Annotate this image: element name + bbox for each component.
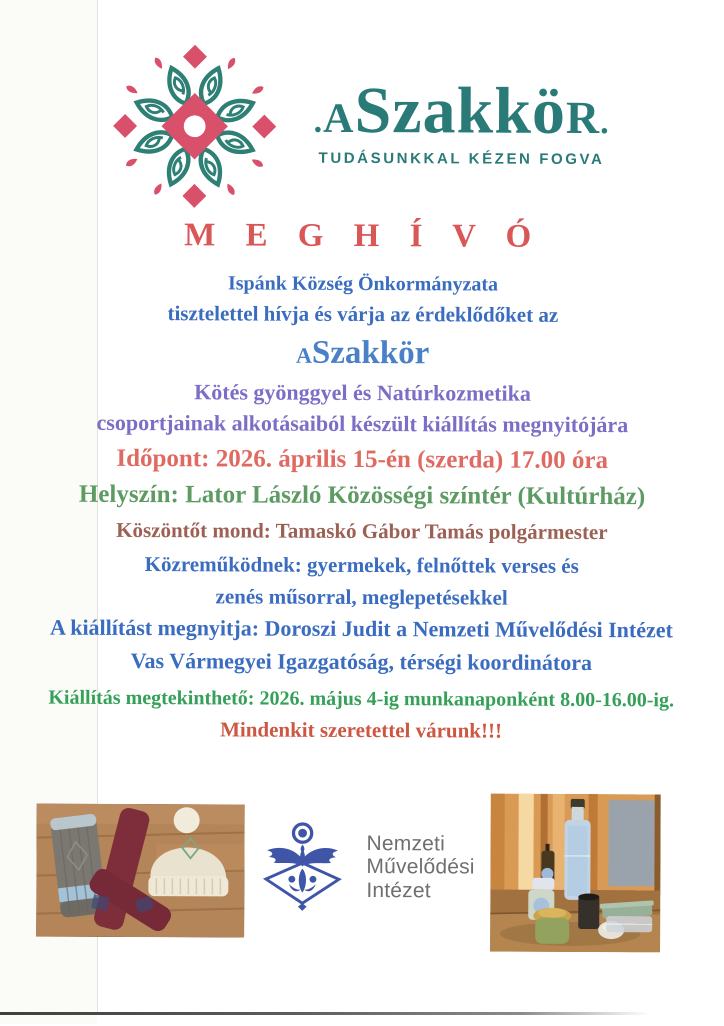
natural-cosmetics-photo bbox=[490, 794, 661, 953]
invite-line: tisztelettel hívja és várja az érdeklődőket az bbox=[1, 301, 724, 329]
szakkor-tagline: TUDÁSUNKKAL KÉZEN FOGVA bbox=[292, 150, 632, 168]
invitation-title: M E G H Í V Ó bbox=[1, 216, 724, 255]
groups-line-2: csoportjainak alkotásaiból készült kiállítás megnyitójára bbox=[0, 410, 724, 439]
nmi-logo-text bbox=[366, 832, 475, 902]
szakkor-blue-wordmark bbox=[1, 334, 724, 375]
wordmark-r: R bbox=[566, 92, 600, 143]
opening-speaker-line-1: A kiállítást megnyitja: Doroszi Judit a Nemzeti Művelődési Intézet bbox=[0, 615, 724, 645]
footer-images bbox=[0, 801, 723, 969]
wordmark-right-dot: . bbox=[600, 104, 610, 141]
szakkor-wordmark bbox=[292, 78, 632, 145]
nmi-text-line3: Intézet bbox=[366, 879, 474, 903]
wordmark-a: A bbox=[323, 96, 355, 142]
event-location: Helyszín: Lator László Közösségi színtér (Kultúrház) bbox=[0, 480, 724, 512]
knitted-items-photo bbox=[36, 804, 245, 938]
contributors-line-1: Közreműködnek: gyermekek, felnőttek verses és bbox=[0, 552, 724, 580]
closing-welcome: Mindenkit szeretettel várunk!!! bbox=[0, 716, 723, 744]
wordmark-mid: Szakkö bbox=[354, 74, 566, 148]
blue-wordmark-a: A bbox=[296, 343, 312, 368]
greeting-speaker: Köszöntőt mond: Tamaskó Gábor Tamás polgármester bbox=[0, 518, 724, 546]
groups-line-1: Kötés gyönggyel és Natúrkozmetika bbox=[0, 379, 724, 408]
invitation-body bbox=[0, 216, 724, 744]
folk-ornament-icon bbox=[107, 39, 282, 214]
organizer-line: Ispánk Község Önkormányzata bbox=[1, 271, 724, 298]
wordmark-left-dot: . bbox=[314, 103, 324, 140]
event-datetime: Időpont: 2026. április 15-én (szerda) 17.00 óra bbox=[0, 444, 724, 476]
nmi-emblem-icon bbox=[254, 817, 350, 917]
blue-wordmark-rest: Szakkör bbox=[312, 335, 430, 372]
nmi-logo bbox=[254, 817, 475, 918]
header bbox=[1, 0, 724, 214]
nmi-text-line2: Művelődési bbox=[366, 855, 474, 879]
nmi-text-line1: Nemzeti bbox=[367, 832, 475, 856]
viewing-hours: Kiállítás megtekinthető: 2026. május 4-ig munkanaponként 8.00-16.00-ig. bbox=[0, 685, 723, 712]
opening-speaker-line-2: Vas Vármegyei Igazgatóság, térségi koordinátora bbox=[0, 647, 723, 677]
contributors-line-2: zenés műsorral, meglepetésekkel bbox=[0, 584, 724, 612]
